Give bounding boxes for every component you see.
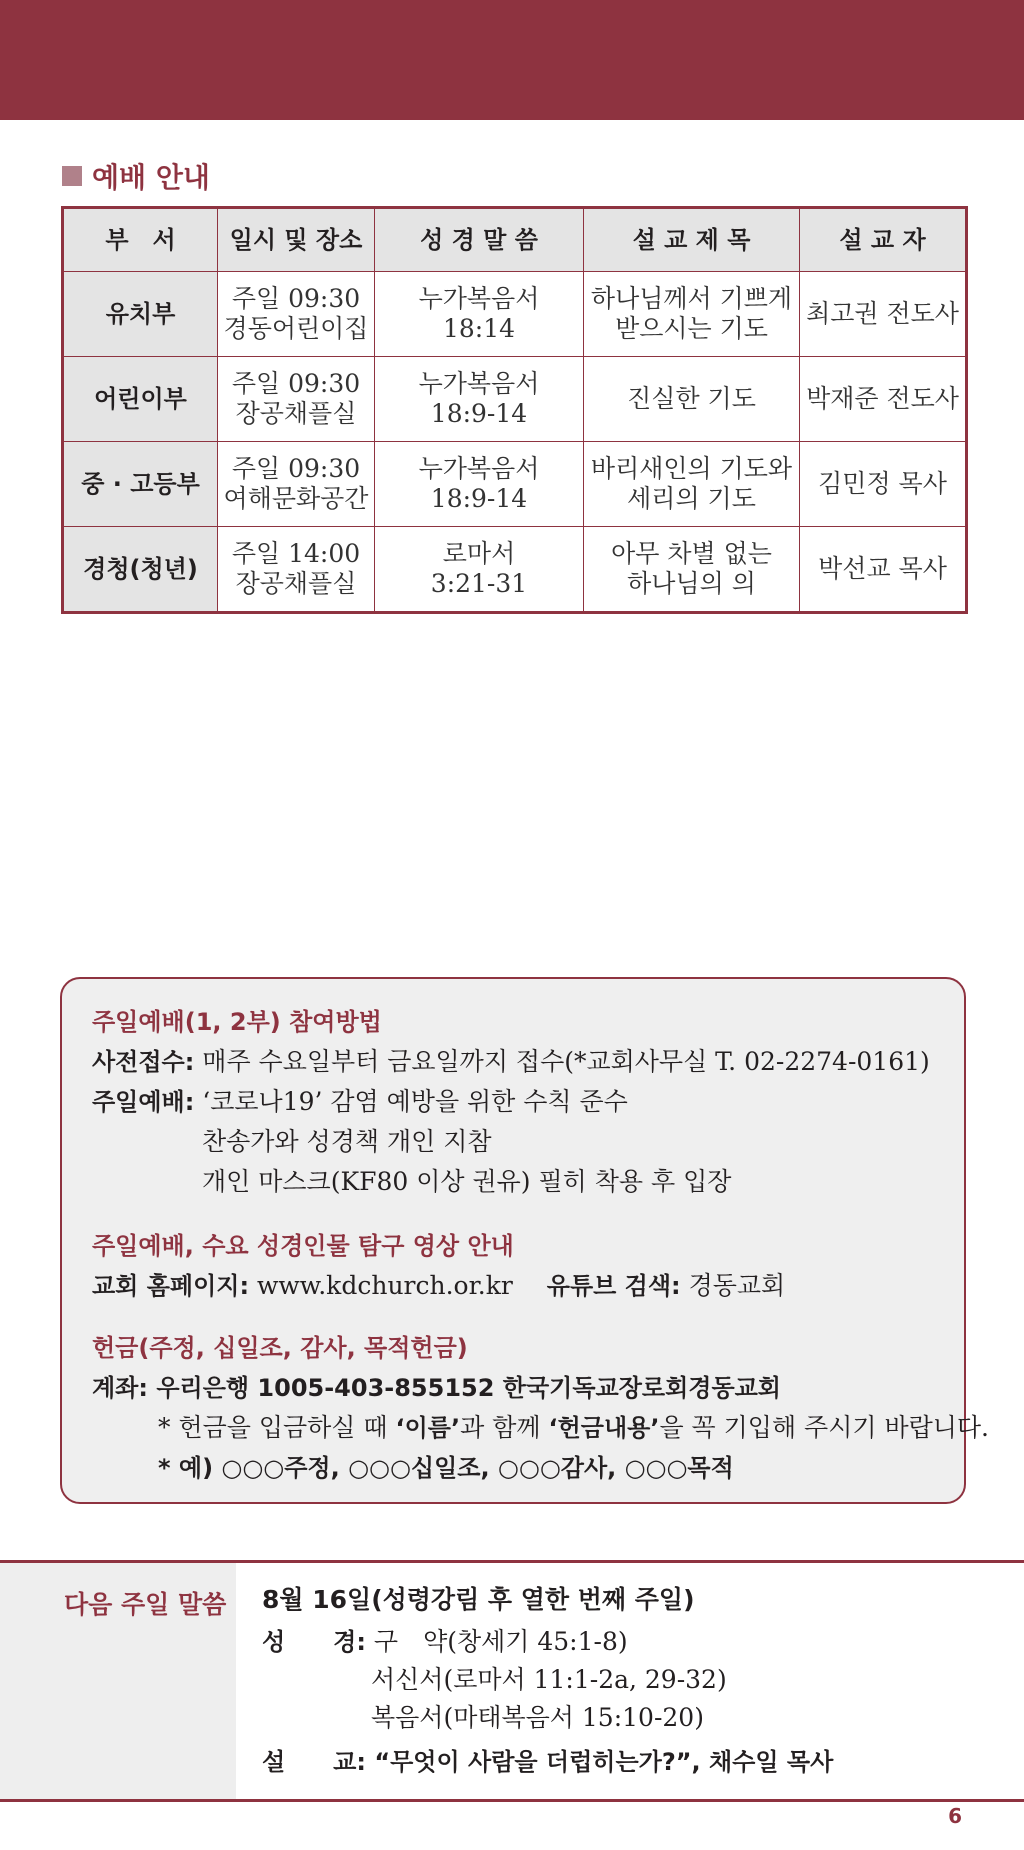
time-place-cell	[218, 442, 375, 527]
next-sunday-label-panel	[0, 1563, 236, 1799]
header-scripture: 성 경 말 씀	[375, 208, 584, 272]
sermon-title-cell	[584, 442, 800, 527]
preacher-cell: 박재준 전도사	[800, 357, 967, 442]
sermon-title-line1: 아무 차별 없는	[611, 539, 772, 568]
video-heading: 주일예배, 수요 성경인물 탐구 영상 안내	[92, 1232, 514, 1260]
scripture-line	[262, 1625, 628, 1659]
dept-cell: 중 · 고등부	[63, 442, 218, 527]
sermon-title-line1: 하나님께서 기쁘게	[590, 284, 793, 313]
epistle: 서신서(로마서 11:1-2a, 29-32)	[371, 1665, 727, 1694]
header-time-place: 일시 및 장소	[218, 208, 375, 272]
sermon-line	[262, 1745, 833, 1779]
place: 장공채플실	[235, 569, 357, 598]
sermon-title-line1: 바리새인의 기도와	[590, 454, 793, 483]
table-row	[63, 357, 967, 442]
sermon-title-cell	[584, 527, 800, 613]
scripture-ref: 18:14	[442, 314, 516, 343]
homepage-label: 교회 홈페이지:	[92, 1272, 250, 1300]
old-testament: 구 약(창세기 45:1-8)	[365, 1627, 628, 1656]
offering-heading: 헌금(주정, 십일조, 감사, 목적헌금)	[92, 1334, 468, 1362]
offering-note-1	[158, 1411, 989, 1445]
youtube-search-text: 경동교회	[680, 1271, 786, 1300]
sermon-title-line2: 하나님의 의	[627, 569, 756, 598]
dept-cell: 어린이부	[63, 357, 218, 442]
gospel: 복음서(마태복음서 15:10-20)	[371, 1703, 704, 1732]
table-header-row	[63, 208, 967, 272]
pre-registration-text: 매주 수요일부터 금요일까지 접수(*교회사무실 T. 02-2274-0161)	[194, 1047, 930, 1076]
sermon-title-preacher: “무엇이 사람을 더럽히는가?”, 채수일 목사	[365, 1748, 834, 1776]
worship-rule-label: 주일예배:	[92, 1088, 195, 1116]
header-band	[0, 0, 1024, 120]
account-line	[92, 1371, 781, 1405]
note1-part-e: 을 꼭 기입해 주시기 바랍니다.	[659, 1413, 989, 1442]
preacher-cell: 최고권 전도사	[800, 272, 967, 357]
time: 주일 14:00	[231, 539, 361, 568]
worship-rule-line	[92, 1085, 628, 1119]
square-bullet-icon	[62, 166, 82, 186]
homepage-url[interactable]: www.kdchurch.or.kr	[249, 1271, 513, 1300]
preacher-cell: 김민정 목사	[800, 442, 967, 527]
account-label: 계좌:	[92, 1374, 148, 1402]
dept-cell: 유치부	[63, 272, 218, 357]
sermon-title-cell	[584, 272, 800, 357]
time-place-cell	[218, 357, 375, 442]
info-box	[60, 977, 989, 1504]
scripture-book: 누가복음서	[418, 454, 540, 483]
worship-rule-line2: 찬송가와 성경책 개인 지참	[202, 1127, 492, 1156]
note1-part-c: 과 함께	[460, 1413, 549, 1442]
homepage-line	[92, 1269, 785, 1303]
scripture-ref: 18:9-14	[430, 399, 528, 428]
page-number: 6	[948, 1804, 962, 1828]
time: 주일 09:30	[231, 369, 361, 398]
preacher-cell: 박선교 목사	[800, 527, 967, 613]
scripture-book: 누가복음서	[418, 284, 540, 313]
note2-example-label: * 예)	[158, 1454, 222, 1482]
scripture-label: 성 경:	[262, 1628, 366, 1656]
next-sunday-section	[0, 1560, 1024, 1802]
table-row	[63, 272, 967, 357]
scripture-ref: 3:21-31	[430, 569, 528, 598]
time: 주일 09:30	[231, 284, 361, 313]
section-title	[62, 156, 210, 196]
scripture-book: 누가복음서	[418, 369, 540, 398]
sermon-title-line1: 진실한 기도	[627, 384, 756, 413]
time-place-cell	[218, 527, 375, 613]
pre-registration-label: 사전접수:	[92, 1048, 195, 1076]
sermon-title-cell	[584, 357, 800, 442]
sermon-title-line2: 받으시는 기도	[615, 314, 768, 343]
account-text: 우리은행 1005-403-855152 한국기독교장로회경동교회	[147, 1374, 781, 1402]
attendance-heading: 주일예배(1, 2부) 참여방법	[92, 1008, 382, 1036]
pre-registration-line	[92, 1045, 930, 1079]
header-dept: 부 서	[63, 208, 218, 272]
time: 주일 09:30	[231, 454, 361, 483]
scripture-book: 로마서	[442, 539, 516, 568]
scripture-cell	[375, 272, 584, 357]
worship-table	[61, 206, 968, 614]
dept-cell: 경청(청년)	[63, 527, 218, 613]
place: 장공채플실	[235, 399, 357, 428]
note2-example-text: ○○○주정, ○○○십일조, ○○○감사, ○○○목적	[221, 1454, 734, 1482]
youtube-label: 유튜브 검색:	[546, 1272, 681, 1300]
note1-part-a: * 헌금을 입금하실 때	[158, 1413, 396, 1442]
table-row	[63, 442, 967, 527]
note1-name: ‘이름’	[395, 1414, 461, 1442]
offering-note-2	[158, 1451, 734, 1485]
scripture-ref: 18:9-14	[430, 484, 528, 513]
sermon-title-line2: 세리의 기도	[627, 484, 756, 513]
sermon-label: 설 교:	[262, 1748, 366, 1776]
worship-rule-text: ‘코로나19’ 감염 예방을 위한 수칙 준수	[194, 1087, 628, 1116]
place: 여해문화공간	[223, 484, 369, 513]
scripture-cell	[375, 442, 584, 527]
header-sermon-title: 설 교 제 목	[584, 208, 800, 272]
scripture-cell	[375, 527, 584, 613]
worship-rule-line3: 개인 마스크(KF80 이상 권유) 필히 착용 후 입장	[202, 1167, 732, 1196]
time-place-cell	[218, 272, 375, 357]
note1-content: ‘헌금내용’	[548, 1414, 660, 1442]
place: 경동어린이집	[223, 314, 369, 343]
header-preacher: 설 교 자	[800, 208, 967, 272]
next-sunday-label: 다음 주일 말씀	[64, 1590, 227, 1619]
scripture-cell	[375, 357, 584, 442]
section-title-text: 예배 안내	[92, 161, 210, 194]
next-sunday-date: 8월 16일(성령강림 후 열한 번째 주일)	[262, 1585, 695, 1614]
table-row	[63, 527, 967, 613]
